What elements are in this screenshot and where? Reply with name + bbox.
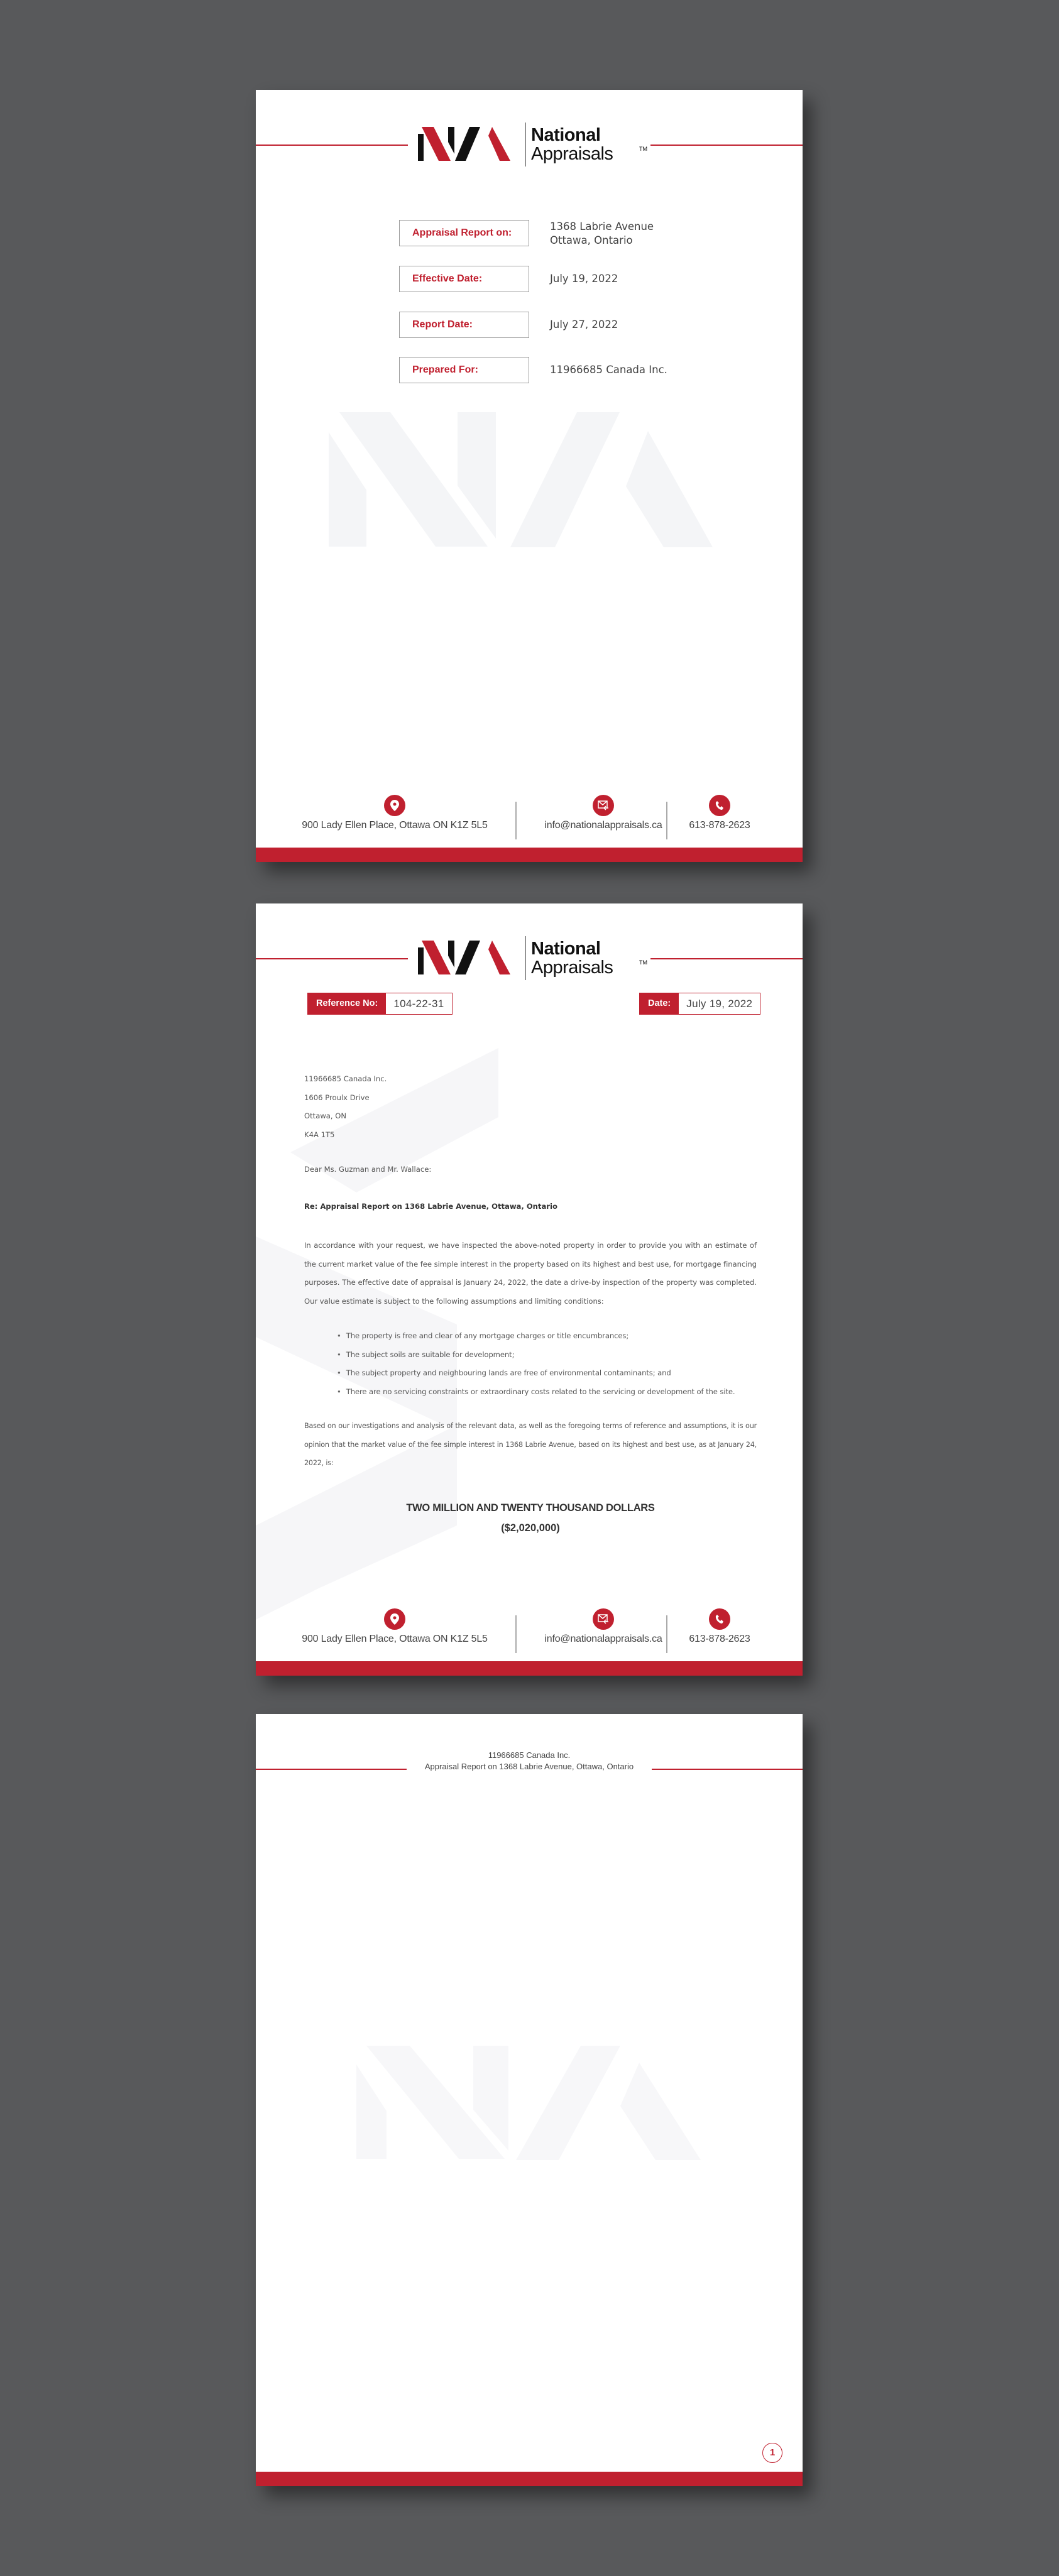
mail-icon [593,795,614,816]
watermark-logo [356,2041,708,2166]
reference-value: 104-22-31 [386,993,451,1014]
brand-name-line1: National [531,939,601,959]
letter-page [256,903,803,1676]
brand-name-line1: National [531,125,601,145]
footer-accent-bar [256,848,803,862]
recipient-line: 1606 Proulx Drive [304,1093,370,1102]
logo-divider [525,123,526,166]
conditions-list [304,1327,757,1401]
condition-item: • The subject soils are suitable for development; [337,1346,757,1365]
trademark-symbol: TM [639,959,647,966]
phone-icon [709,1608,730,1630]
info-value: July 19, 2022 [550,273,618,285]
property-city: Ottawa, Ontario [550,234,633,246]
property-street: 1368 Labrie Avenue [550,221,654,232]
trademark-symbol: TM [639,146,647,152]
footer-divider [666,1615,667,1653]
header-rule-right [650,958,803,959]
footer-divider [515,802,517,839]
recipient-line: 11966685 Canada Inc. [304,1074,387,1083]
na-logo-mark-icon [418,127,512,161]
address-text: 900 Lady Ellen Place, Ottawa ON K1Z 5L5 [302,1634,488,1644]
mail-icon [593,1608,614,1630]
condition-item: • The subject property and neighbouring lands are free of environmental contaminants; and [337,1364,757,1383]
info-value: 11966685 Canada Inc. [550,364,667,376]
email-link[interactable]: info@nationalappraisals.ca [544,1634,662,1644]
brand-logo [418,123,647,166]
condition-item: • There are no servicing constraints or extraordinary costs related to the servicing or development of the site. [337,1383,757,1402]
footer-divider [515,1615,517,1653]
reference-number-chip [307,993,453,1015]
info-label: Prepared For: [399,357,529,383]
footer-accent-bar [256,2472,803,2486]
market-value-amount: ($2,020,000) [501,1522,560,1534]
reference-label: Reference No: [308,993,386,1014]
info-value: July 27, 2022 [550,319,618,330]
phone-icon [709,795,730,816]
recipient-address [304,1070,757,1144]
contact-email[interactable] [528,1608,679,1645]
contact-address [297,1608,492,1645]
footer-divider [666,802,667,839]
recipient-line: K4A 1T5 [304,1130,335,1139]
recipient-line: Ottawa, ON [304,1111,347,1120]
page-number-badge: 1 [762,2443,782,2463]
header-rule-right [650,145,803,146]
location-pin-icon [384,1608,405,1630]
info-label: Report Date: [399,312,529,338]
contact-phone[interactable] [676,1608,764,1645]
header-rule-left [256,958,408,959]
contact-address [297,795,492,831]
phone-link[interactable]: 613-878-2623 [689,820,750,831]
location-pin-icon [384,795,405,816]
interior-page [256,1714,803,2486]
date-value: July 19, 2022 [679,993,760,1014]
conclusion-paragraph: Based on our investigations and analysis of the relevant data, as well as the foregoing terms of reference and assumptions, it is our opinion that the market value of the fee simple interest in 1368 Labrie Avenue, based on its highest and best use, as at January 24, 2022, is: [304,1422,757,1467]
footer-accent-bar [256,1661,803,1676]
na-logo-mark-icon [418,941,512,974]
intro-paragraph: In accordance with your request, we have inspected the above-noted property in order to provide you with an estimate of the current market value of the fee simple interest in the property based on its highest and best use, for mortgage financing purposes. The effective date of appraisal is January 24, 2022, the date a drive-by inspection of the property was completed. Our value estimate is subject to the following assumptions and limiting conditions: [304,1241,757,1306]
watermark-logo [329,407,731,548]
subject-line: Re: Appraisal Report on 1368 Labrie Avenue, Ottawa, Ontario [304,1202,557,1211]
running-header [256,1750,803,1772]
logo-divider [525,936,526,980]
letter-date-chip [639,993,760,1015]
contact-email[interactable] [528,795,679,831]
info-value [550,220,654,248]
letter-body [304,1070,757,1538]
running-header-title: Appraisal Report on 1368 Labrie Avenue, Ottawa, Ontario [424,1762,634,1771]
info-label: Effective Date: [399,266,529,292]
cover-page [256,90,803,862]
running-header-client: 11966685 Canada Inc. [488,1750,571,1760]
phone-link[interactable]: 613-878-2623 [689,1634,750,1644]
condition-item: • The property is free and clear of any mortgage charges or title encumbrances; [337,1327,757,1346]
info-label: Appraisal Report on: [399,220,529,246]
brand-logo [418,936,647,980]
contact-phone[interactable] [676,795,764,831]
header-rule-left [256,145,408,146]
brand-name-line2: Appraisals [531,958,613,978]
brand-name-line2: Appraisals [531,144,613,164]
address-text: 900 Lady Ellen Place, Ottawa ON K1Z 5L5 [302,820,488,831]
market-value-words: TWO MILLION AND TWENTY THOUSAND DOLLARS [406,1502,655,1514]
date-label: Date: [640,993,679,1014]
salutation: Dear Ms. Guzman and Mr. Wallace: [304,1165,432,1174]
email-link[interactable]: info@nationalappraisals.ca [544,820,662,831]
